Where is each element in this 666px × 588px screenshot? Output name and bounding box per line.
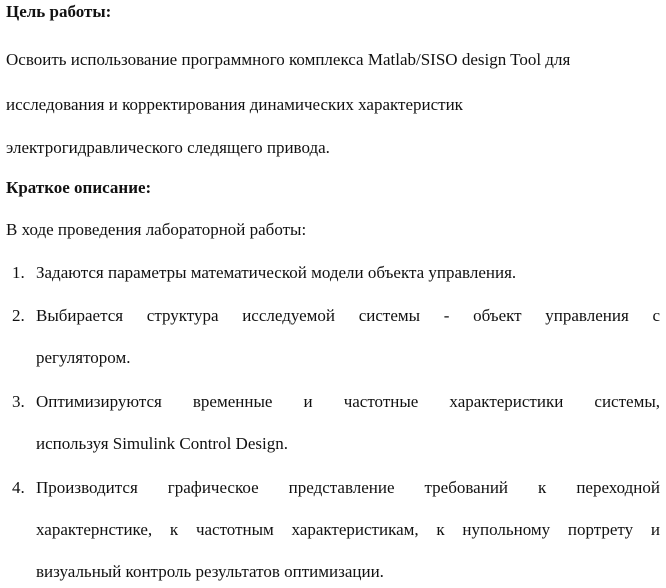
list-item-1-line-1: Задаются параметры математической модели объекта управления. <box>36 263 517 282</box>
goal-heading: Цель работы: <box>6 2 112 21</box>
list-item-4-line-2: характернстике, к частотным характеристикам, к нупольному портрету и <box>36 520 660 539</box>
list-item-2-line-2: регулятором. <box>36 348 131 367</box>
list-item-number: 4. <box>12 478 25 497</box>
list-item-4-line-3: визуальный контроль результатов оптимизации. <box>36 562 384 581</box>
list-item-number: 3. <box>12 392 25 411</box>
list-item-number: 1. <box>12 263 25 282</box>
list-item-3-line-2: используя Simulink Control Design. <box>36 434 288 453</box>
list-item-2-line-1: Выбирается структура исследуемой системы - объект управления с <box>36 306 660 325</box>
summary-heading: Краткое описание: <box>6 178 152 197</box>
list-item-3-line-1: Оптимизируются временные и частотные характеристики системы, <box>36 392 660 411</box>
goal-text-line-1: Освоить использование программного комплекса Matlab/SISO design Tool для <box>6 50 571 69</box>
summary-intro: В ходе проведения лабораторной работы: <box>6 220 307 239</box>
goal-text-line-3: электрогидравлического следящего привода. <box>6 138 330 157</box>
list-item-4-line-1: Производится графическое представление требований к переходной <box>36 478 660 497</box>
document-page <box>6 0 660 588</box>
goal-text-line-2: исследования и корректирования динамических характеристик <box>6 95 463 114</box>
list-item-number: 2. <box>12 306 25 325</box>
